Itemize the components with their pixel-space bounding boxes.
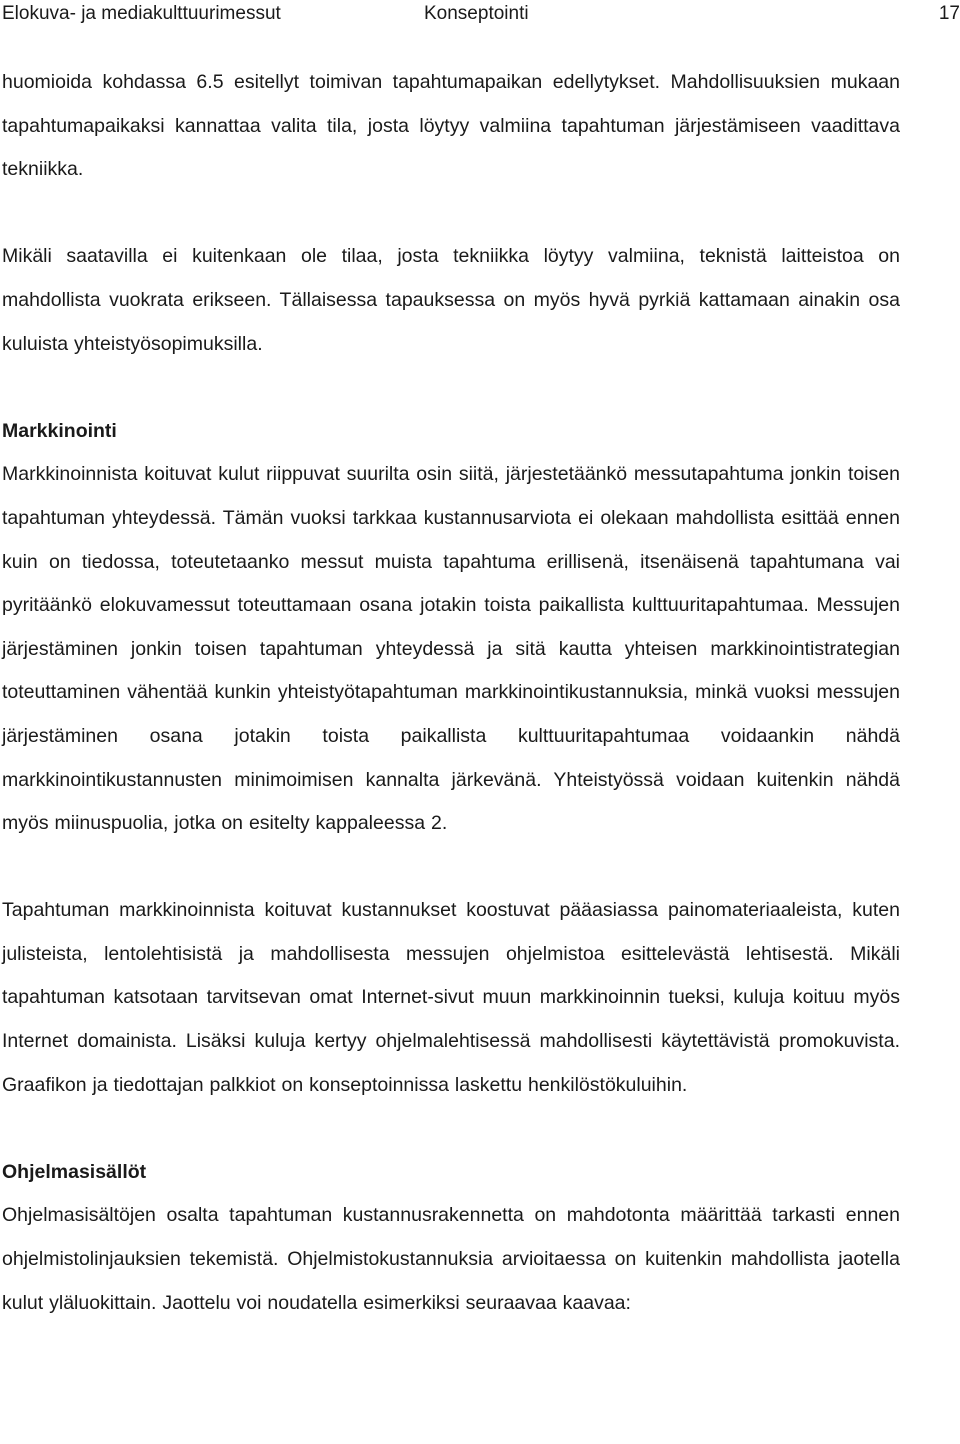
header-section-title: Konseptointi bbox=[424, 3, 529, 24]
heading-markkinointi: Markkinointi bbox=[2, 419, 117, 442]
document-body bbox=[2, 61, 900, 1325]
heading-ohjelmasisallot: Ohjelmasisällöt bbox=[2, 1160, 147, 1183]
paragraph-equipment-rental: Mikäli saatavilla ei kuitenkaan ole tilaa, josta tekniikka löytyy valmiina, teknistä laitteistoa on mahdollista vuokrata erikseen. Tällaisessa tapauksessa on myös hyvä pyrkiä kattamaan ainakin osa kuluista yhteistyösopimuksilla. bbox=[2, 245, 900, 355]
paragraph-marketing-materials: Tapahtuman markkinoinnista koituvat kustannukset koostuvat pääasiassa painomateriaaleista, kuten julisteista, lentolehtisistä ja mahdollisesta messujen ohjelmistoa esittelevästä lehtisestä. Mikäli tapahtuman katsotaan tarvitsevan omat Internet-sivut muun markkinoinnin tueksi, kuluja koituu myös Internet domainista. Lisäksi kuluja kertyy ohjelmalehtisessä mahdollisesti käytettävistä promokuvista. Graafikon ja tiedottajan palkkiot on konseptoinnissa laskettu henkilöstökuluihin. bbox=[2, 899, 900, 1096]
paragraph-venue-requirements: huomioida kohdassa 6.5 esitellyt toimivan tapahtumapaikan edellytykset. Mahdollisuuksien mukaan tapahtumapaikaksi kannattaa valita tila, josta löytyy valmiina tapahtuman järjestämiseen vaadittava tekniikka. bbox=[2, 71, 900, 181]
paragraph-program-content: Ohjelmasisältöjen osalta tapahtuman kustannusrakennetta on mahdotonta määrittää tarkasti ennen ohjelmistolinjauksien tekemistä. Ohjelmistokustannuksia arvioitaessa on kuitenkin mahdollista jaotella kulut yläluokittain. Jaottelu voi noudatella esimerkiksi seuraavaa kaavaa: bbox=[2, 1204, 900, 1314]
page-number: 17 bbox=[938, 3, 960, 24]
running-header bbox=[0, 0, 960, 26]
paragraph-marketing-costs: Markkinoinnista koituvat kulut riippuvat suurilta osin siitä, järjestetäänkö messutapahtuma jonkin toisen tapahtuman yhteydessä. Tämän vuoksi tarkkaa kustannusarviota ei olekaan mahdollista esittää ennen kuin on tiedossa, toteutetaanko messut muista tapahtuma erillisenä, itsenäisenä tapahtumana vai pyritäänkö elokuvamessut toteuttamaan osana jotakin toista paikallista kulttuuritapahtumaa. Messujen järjestäminen jonkin toisen tapahtuman yhteydessä ja sitä kautta yhteisen markkinointistrategian toteuttaminen vähentää kunkin yhteistyötapahtuman markkinointikustannuksia, minkä vuoksi messujen järjestäminen osana jotakin toista paikallista kulttuuritapahtumaa voidaankin nähdä markkinointikustannusten minimoimisen kannalta järkevänä. Yhteistyössä voidaan kuitenkin nähdä myös miinuspuolia, jotka on esitelty kappaleessa 2. bbox=[2, 463, 900, 835]
header-document-title: Elokuva- ja mediakulttuurimessut bbox=[2, 3, 281, 24]
